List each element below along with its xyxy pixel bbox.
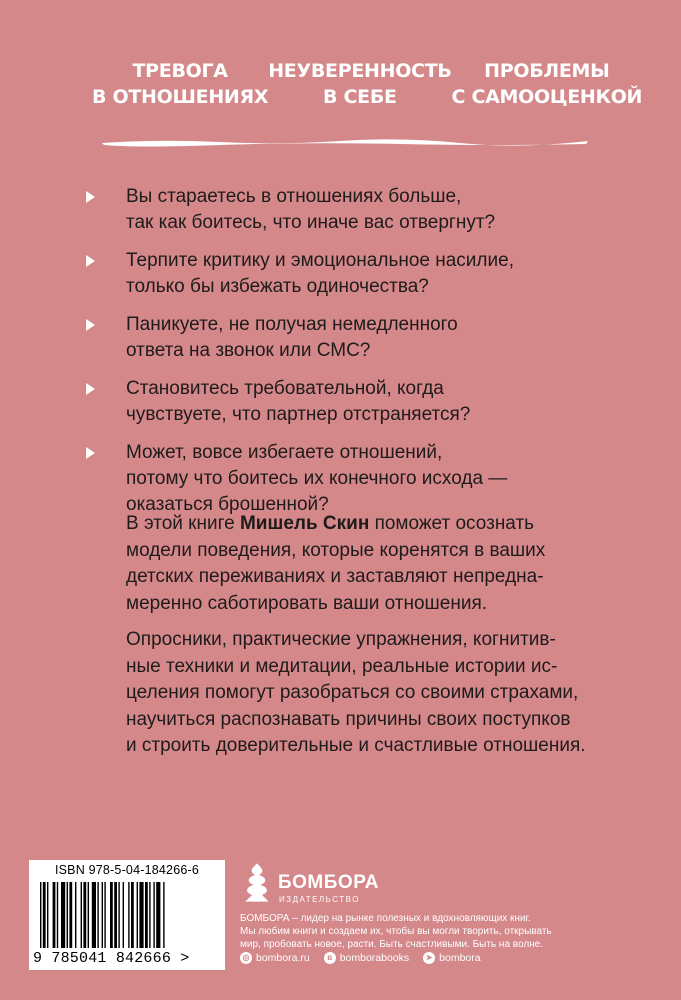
social-link-telegram[interactable] xyxy=(423,952,480,964)
barcode-bar xyxy=(81,882,82,948)
barcode-bar xyxy=(92,882,96,948)
question-line: потому что боитесь их конечного исхода — xyxy=(126,468,508,489)
barcode-bar xyxy=(137,882,138,948)
barcode-bar xyxy=(61,882,65,948)
barcode-bar xyxy=(156,882,160,948)
barcode-bars xyxy=(38,882,218,948)
paragraph-line: целения помогут разобраться со своими страхами, xyxy=(126,682,579,703)
question-line: Терпите критику и эмоциональное насилие, xyxy=(126,250,514,271)
barcode-bar xyxy=(88,882,89,948)
list-item xyxy=(86,376,586,428)
question-line: Паникуете, не получая немедленного xyxy=(126,314,458,335)
paragraph-line xyxy=(126,511,646,538)
barcode-bar xyxy=(57,882,58,948)
barcode-bar xyxy=(128,882,129,948)
description-paragraph-2 xyxy=(126,627,646,760)
arrow-bullet-icon xyxy=(86,447,95,459)
question-line: Может, вовсе избегаете отношений, xyxy=(126,442,443,463)
arrow-bullet-icon xyxy=(86,383,95,395)
social-link-vk[interactable] xyxy=(324,952,409,964)
barcode-bar xyxy=(53,882,56,948)
barcode-bar xyxy=(102,882,103,948)
publisher-text-line: мир, пробовать новое, расти. Быть счастливыми. Быть на волне. xyxy=(240,939,544,950)
list-item xyxy=(86,312,586,364)
tag-relationship-anxiety xyxy=(92,58,268,110)
paragraph-line: научиться распознавать причины своих поступков xyxy=(126,708,571,730)
paragraph-text: поможет осознать xyxy=(369,513,535,534)
paragraph-line: меренно саботировать ваши отношения. xyxy=(126,592,488,614)
publisher-text-line: Мы любим книги и создаем их, чтобы вы могли творить, открывать xyxy=(240,926,552,937)
publisher-subtitle: ИЗДАТЕЛЬСТВО xyxy=(279,895,360,904)
barcode-bar xyxy=(104,882,105,948)
telegram-icon: ➤ xyxy=(423,952,435,964)
tag-line: НЕУВЕРЕННОСТЬ xyxy=(268,60,452,82)
social-label: bombora.ru xyxy=(256,952,310,964)
tag-line: ТРЕВОГА xyxy=(132,60,228,82)
tag-line: ПРОБЛЕМЫ xyxy=(484,60,610,82)
arrow-bullet-icon xyxy=(86,191,95,203)
question-line: только бы избежать одиночества? xyxy=(126,276,429,297)
barcode-bar xyxy=(114,882,117,948)
tag-self-esteem xyxy=(452,58,643,110)
question-line: так как боитесь, что иначе вас отвергнут? xyxy=(126,212,496,233)
paragraph-line: Опросники, практические упражнения, когнитив- xyxy=(126,629,556,650)
paragraph-line: ные техники и медитации, реальные истории ис- xyxy=(126,655,558,677)
barcode-bar xyxy=(83,882,86,948)
list-item xyxy=(86,184,586,236)
barcode-bar xyxy=(123,882,124,948)
question-list xyxy=(86,184,586,530)
social-link-web[interactable] xyxy=(240,952,310,964)
barcode-digits: 9 785041 842666 > xyxy=(33,950,190,967)
arrow-bullet-icon xyxy=(86,319,95,331)
tag-line: В СЕБЕ xyxy=(323,86,397,108)
web-icon: ◎ xyxy=(240,952,252,964)
author-name: Мишель Скин xyxy=(239,513,370,534)
barcode-bar xyxy=(110,882,113,948)
barcode-bar xyxy=(40,882,41,948)
paragraph-line: модели поведения, которые коренятся в ваших xyxy=(126,539,546,561)
barcode-bar xyxy=(139,882,143,948)
barcode-bar xyxy=(145,882,148,948)
paragraph-line: детских переживаниях и заставляют непредна- xyxy=(126,566,544,587)
social-label: bomborabooks xyxy=(339,952,410,964)
publisher-name: БОМБОРА xyxy=(278,872,379,893)
social-label: bombora xyxy=(439,952,481,964)
tag-line: В ОТНОШЕНИЯХ xyxy=(92,86,269,108)
bombora-logo-icon xyxy=(240,860,274,910)
barcode-bar xyxy=(43,882,46,948)
question-line: оказаться брошенной? xyxy=(126,494,329,515)
barcode-bar xyxy=(97,882,98,948)
question-line: Вы стараетесь в отношениях больше, xyxy=(126,186,462,207)
description-paragraph-1 xyxy=(126,511,646,617)
barcode xyxy=(29,860,225,970)
barcode-bar xyxy=(47,882,48,948)
barcode-bar xyxy=(149,882,150,948)
question-line: ответа на звонок или СМС? xyxy=(126,340,371,361)
social-links xyxy=(240,952,481,964)
barcode-bar xyxy=(153,882,154,948)
publisher-description xyxy=(240,912,650,951)
question-line: Становитесь требовательной, когда xyxy=(126,378,444,399)
publisher-text-line: БОМБОРА – лидер на рынке полезных и вдохновляющих книг. xyxy=(240,913,531,924)
barcode-bar xyxy=(75,882,76,948)
isbn-number: ISBN 978-5-04-184266-6 xyxy=(54,863,200,877)
paragraph-text: В этой книге xyxy=(126,513,240,534)
tag-insecurity xyxy=(268,58,451,110)
paragraph-line: и строить доверительные и счастливые отношения. xyxy=(126,735,586,756)
brush-stroke-divider xyxy=(100,137,590,147)
vk-icon: в xyxy=(324,952,336,964)
barcode-bar xyxy=(69,882,72,948)
arrow-bullet-icon xyxy=(86,255,95,267)
question-line: чувствуете, что партнер отстраняется? xyxy=(126,404,471,425)
barcode-bar xyxy=(163,882,164,948)
tag-line: С САМООЦЕНКОЙ xyxy=(451,86,643,108)
barcode-bar xyxy=(118,882,119,948)
barcode-bar xyxy=(67,882,68,948)
list-item xyxy=(86,248,586,300)
tags-row xyxy=(0,58,681,110)
barcode-bar xyxy=(131,882,134,948)
list-item xyxy=(86,440,586,518)
